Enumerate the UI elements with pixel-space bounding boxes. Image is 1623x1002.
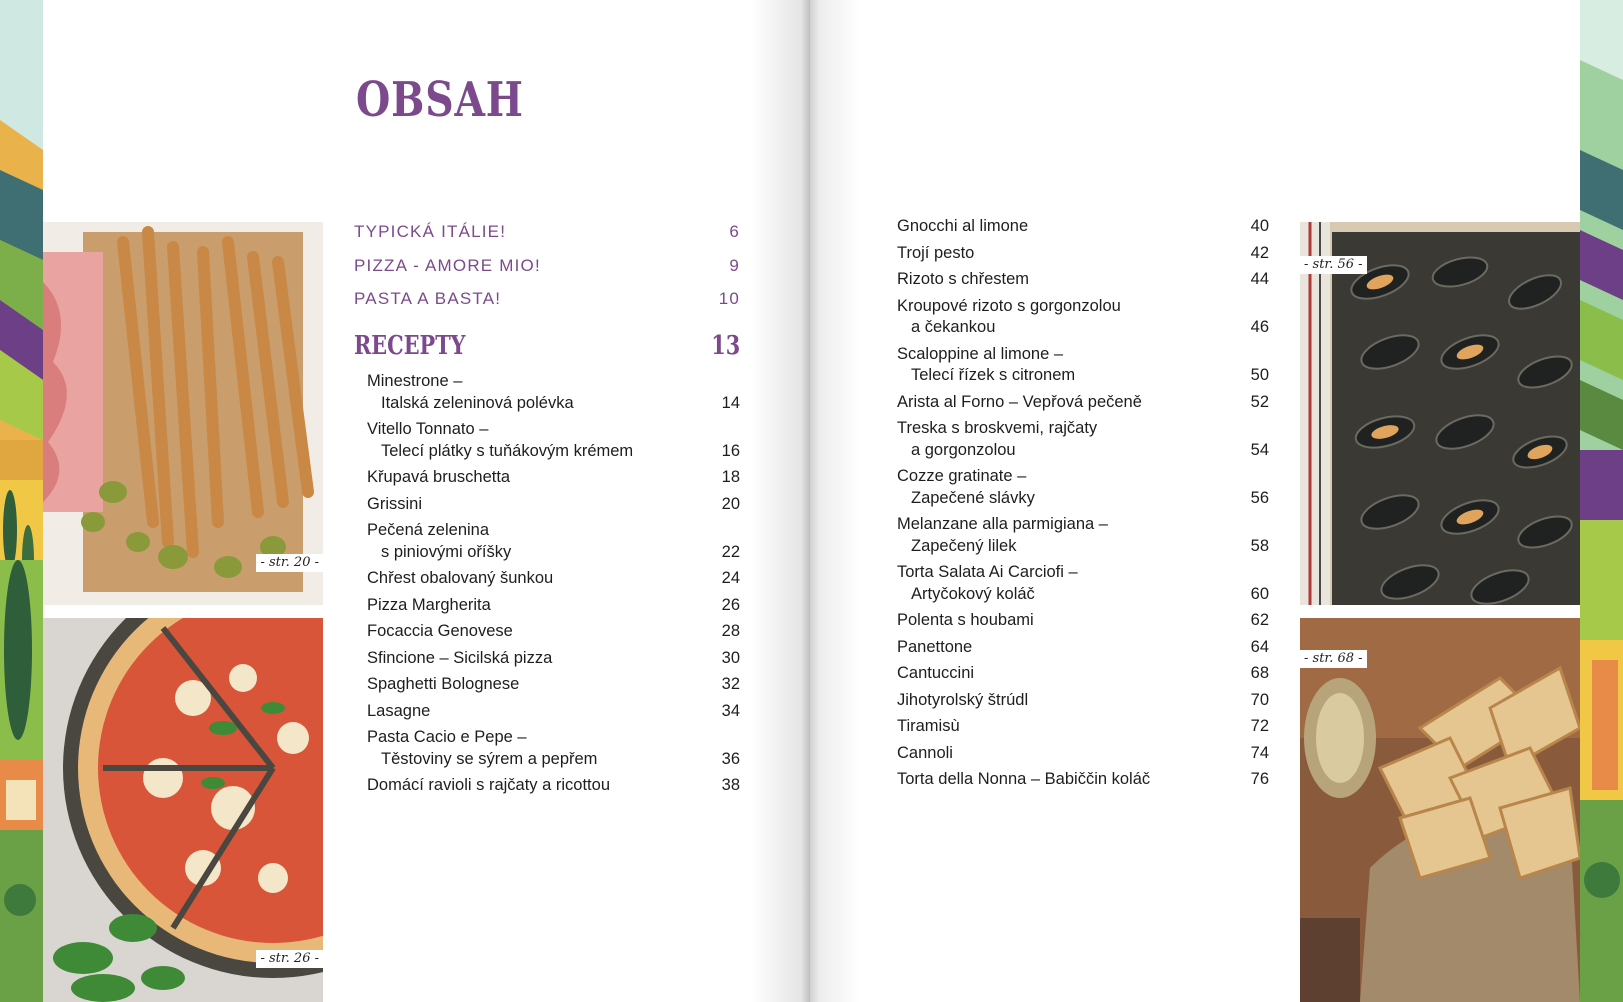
recipe-page-number: 62	[1250, 611, 1269, 629]
recipe-page-number: 16	[721, 441, 740, 460]
recipe-title: Cantuccini	[897, 664, 975, 682]
recipe-page-number: 26	[721, 595, 740, 614]
toc-entry	[897, 637, 1269, 659]
photo-page-tag: - str. 56 -	[1300, 256, 1367, 274]
recepty-label: RECEPTY	[354, 331, 466, 361]
recipe-title: Torta della Nonna – Babiččin koláč	[897, 770, 1151, 788]
toc-entry	[367, 674, 740, 696]
recipe-page-number: 54	[1250, 440, 1269, 459]
toc-entry	[897, 562, 1269, 605]
toc-entry	[897, 344, 1269, 387]
recipe-title: Grissini	[367, 494, 423, 513]
recipe-title: Pasta Cacio e Pepe –	[367, 728, 527, 746]
recipe-page-number: 50	[1250, 366, 1269, 384]
recipe-title: Melanzane alla parmigiana –	[897, 515, 1108, 533]
gutter-shadow	[810, 0, 860, 1002]
recipe-subtitle: Zapečené slávky	[911, 488, 1035, 507]
toc-entry	[367, 775, 740, 797]
toc-entry	[367, 419, 740, 462]
pizza-photo	[43, 618, 323, 1002]
section-label: PASTA A BASTA!	[354, 289, 502, 308]
recipe-title: Polenta s houbami	[897, 611, 1034, 629]
toc-section	[354, 289, 740, 309]
recipe-subtitle: Telecí plátky s tuňákovým krémem	[381, 441, 634, 460]
recipe-page-number: 60	[1250, 584, 1269, 603]
recipe-page-number: 18	[721, 468, 740, 486]
recipe-title: Panettone	[897, 637, 973, 656]
recipe-page-number: 52	[1250, 392, 1269, 411]
recipe-subtitle: Telecí řízek s citronem	[911, 366, 1076, 384]
recipe-title: Sfincione – Sicilská pizza	[367, 648, 553, 667]
recipe-title: Treska s broskvemi, rajčaty	[897, 419, 1098, 437]
section-label: PIZZA - AMORE MIO!	[354, 256, 541, 275]
mussels-photo	[1300, 222, 1580, 605]
toc-entry	[367, 595, 740, 617]
toc-entry	[897, 296, 1269, 339]
toc-entry	[897, 690, 1269, 712]
recipe-subtitle: Italská zeleninová polévka	[381, 393, 574, 412]
recipe-page-number: 28	[721, 622, 740, 640]
recipe-title: Vitello Tonnato –	[367, 420, 489, 438]
toc-entry	[897, 243, 1269, 265]
recipe-page-number: 38	[721, 776, 740, 794]
recipe-page-number: 22	[721, 542, 740, 561]
recipe-page-number: 46	[1250, 318, 1269, 336]
toc-entry	[897, 392, 1269, 414]
grissini-photo	[43, 222, 323, 605]
recipe-page-number: 20	[721, 494, 740, 513]
recipe-page-number: 14	[721, 393, 740, 412]
toc-entry	[367, 371, 740, 414]
recipe-title: Pizza Margherita	[367, 595, 491, 614]
recipe-title: Spaghetti Bolognese	[367, 675, 520, 693]
recipe-title: Focaccia Genovese	[367, 622, 513, 640]
toc-entry	[897, 610, 1269, 632]
toc-entry	[897, 418, 1269, 461]
recipe-subtitle: s piniovými oříšky	[381, 542, 512, 561]
section-page: 6	[729, 222, 740, 241]
recipe-page-number: 74	[1250, 743, 1269, 762]
recipe-page-number: 34	[721, 701, 740, 720]
toc-entry	[897, 216, 1269, 238]
recipe-title: Chřest obalovaný šunkou	[367, 569, 554, 587]
recipe-title: Cozze gratinate –	[897, 467, 1027, 485]
recipe-page-number: 42	[1250, 243, 1269, 262]
toc-entry	[367, 467, 740, 489]
recipe-title: Minestrone –	[367, 372, 463, 390]
recipe-title: Tiramisù	[897, 717, 960, 735]
toc-entry	[367, 648, 740, 670]
recipe-title: Cannoli	[897, 743, 953, 762]
recipe-subtitle: Zapečený lilek	[911, 536, 1017, 555]
toc-entry	[897, 743, 1269, 765]
recipe-page-number: 56	[1250, 488, 1269, 507]
recipe-page-number: 32	[721, 675, 740, 693]
recipe-page-number: 72	[1250, 717, 1269, 735]
recipe-page-number: 76	[1250, 770, 1269, 788]
recipe-list-right	[897, 216, 1269, 796]
recipe-list-left	[367, 371, 740, 802]
recipe-page-number: 70	[1250, 690, 1269, 709]
gutter-shadow	[750, 0, 810, 1002]
toc-entry	[367, 520, 740, 563]
recipe-subtitle: a čekankou	[911, 318, 996, 336]
recipe-page-number: 64	[1250, 637, 1269, 656]
toc-entry	[367, 701, 740, 723]
toc-entry	[367, 494, 740, 516]
recipe-title: Lasagne	[367, 701, 431, 720]
recipe-title: Arista al Forno – Vepřová pečeně	[897, 392, 1142, 411]
recepty-page: 13	[711, 331, 740, 361]
toc-entry	[367, 727, 740, 770]
recipe-title: Domácí ravioli s rajčaty a ricottou	[367, 776, 610, 794]
landscape-border-left	[0, 0, 43, 1002]
toc-entry	[897, 663, 1269, 685]
recepty-heading	[354, 331, 740, 361]
recipe-title: Rizoto s chřestem	[897, 270, 1030, 288]
toc-entry	[897, 466, 1269, 509]
recipe-title: Kroupové rizoto s gorgonzolou	[897, 296, 1121, 315]
toc-entry	[367, 621, 740, 643]
recipe-subtitle: a gorgonzolou	[911, 440, 1016, 459]
recipe-subtitle: Těstoviny se sýrem a pepřem	[381, 749, 598, 768]
recipe-title: Scaloppine al limone –	[897, 344, 1064, 363]
photo-page-tag: - str. 20 -	[256, 554, 323, 572]
section-page: 9	[729, 256, 740, 275]
landscape-border-right	[1580, 0, 1623, 1002]
recipe-page-number: 30	[721, 648, 740, 667]
recipe-page-number: 68	[1250, 664, 1269, 682]
recipe-page-number: 24	[721, 569, 740, 587]
recipe-title: Křupavá bruschetta	[367, 468, 511, 486]
recipe-page-number: 36	[721, 749, 740, 768]
page-title: OBSAH	[356, 72, 524, 128]
cantuccini-photo	[1300, 618, 1580, 1002]
recipe-title: Gnocchi al limone	[897, 217, 1029, 235]
section-label: TYPICKÁ ITÁLIE!	[354, 222, 507, 241]
recipe-page-number: 58	[1250, 536, 1269, 555]
recipe-page-number: 40	[1250, 217, 1269, 235]
recipe-title: Trojí pesto	[897, 243, 975, 262]
toc-section	[354, 222, 740, 242]
recipe-title: Pečená zelenina	[367, 521, 490, 539]
recipe-subtitle: Artyčokový koláč	[911, 584, 1035, 603]
toc-section	[354, 256, 740, 276]
toc-entry	[897, 269, 1269, 291]
recipe-page-number: 44	[1250, 270, 1269, 288]
toc-entry	[897, 716, 1269, 738]
section-page: 10	[718, 289, 740, 308]
photo-page-tag: - str. 68 -	[1300, 650, 1367, 668]
toc-entry	[367, 568, 740, 590]
recipe-title: Jihotyrolský štrúdl	[897, 690, 1029, 709]
toc-entry	[897, 514, 1269, 557]
recipe-title: Torta Salata Ai Carciofi –	[897, 563, 1078, 581]
toc-entry	[897, 769, 1269, 791]
photo-page-tag: - str. 26 -	[256, 950, 323, 968]
